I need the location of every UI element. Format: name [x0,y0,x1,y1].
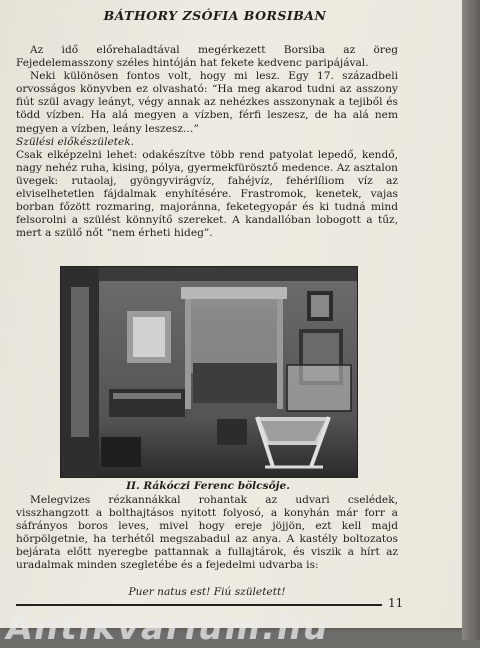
footer-rule [16,604,382,606]
paragraph: Az idő előrehaladtával megérkezett Borsiba az öreg Fejedelemasszony széles hintóján hat fekete kedvenc paripájával. [16,44,398,70]
page-edge [462,0,480,640]
paragraph: Melegvizes rézkannákkal rohantak az udvari cselédek, visszhangzott a bolthajtásos nyitott folyosó, a konyhán már forr a sáfrányos boros leves, mivel hogy ereje jöjjön, ezt kell majd hörpölgetnie, ha terhétől megszabadul az anya. A kastély boltozatos bejárata előtt nyeregbe pattannak a fullajtárok, és viszik a hírt az uradalmak minden szegletébe és a fejedelmi udvarba is: [16,494,398,572]
section-subheading: Szülési előkészületek. [16,135,135,148]
watermark: Antikvarium.hu [2,608,334,648]
paragraph: Csak elképzelni lehet: odakészítve több rend patyolat lepedő, kendő, nagy nehéz ruha, kising, pólya, gyermekfürösztő medence. Az asztalon üvegek: rutaolaj, gyöngyvirágvíz, fahéjvíz, fehérlíliom víz az elviselhetetlen fájdalmak enyhítésére. Frastromok, kenetek, vajas borban főzött rozmaring, majoránna, feketegyopár és ki tudná mind felsorolni a szülést könnyítő szereket. A kandallóban lobogott a tűz, mert a szülő nőt “nem érheti hideg”. [16,148,398,240]
page-title: BÁTHORY ZSÓFIA BORSIBAN [103,8,327,23]
paragraph: Neki különösen fontos volt, hogy mi lesz. Egy 17. századbeli orvosságos könyvben ez olvasható: “Ha meg akarod tudni az asszony fiút szül avagy leányt, végy annak az nehézkes asszonynak a tejiből és tödd vízben. Ha alá megyen a vízben, férfi leszesz, de ha alá nem megyen a vízben, leány leszesz…” [16,70,398,135]
cradle-photo [60,266,358,478]
body-text-bottom [16,466,398,573]
body-text-top [16,44,398,240]
page-number: 11 [388,596,404,610]
closing-line: Puer natus est! Fiú született! [128,586,286,598]
photo-caption: II. Rákóczi Ferenc bölcsője. [126,480,290,492]
